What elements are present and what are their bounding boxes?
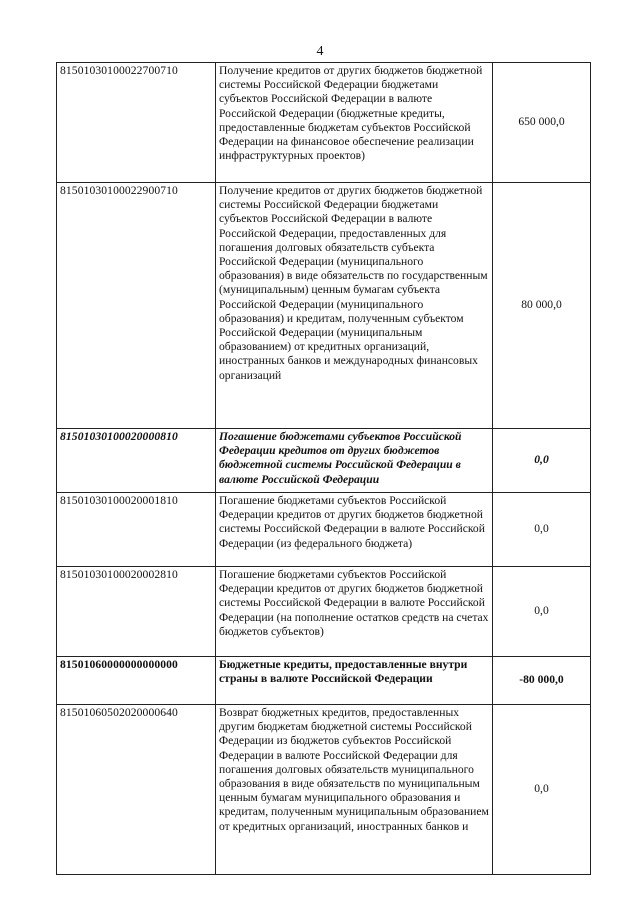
amount-cell: 0,0 — [493, 705, 591, 875]
description-cell: Погашение бюджетами субъектов Российской Федерации кредитов от других бюджетов бюджетной системы Российской Федерации в валюте Российской Федерации (из федерального бюджета) — [216, 493, 493, 567]
description-cell: Погашение бюджетами субъектов Российской Федерации кредитов от других бюджетов бюджетной системы Российской Федерации в валюте Российской Федерации — [216, 429, 493, 493]
budget-code-cell: 81501030100020002810 — [57, 567, 216, 657]
table-row — [57, 183, 591, 429]
amount-cell: 0,0 — [493, 567, 591, 657]
budget-code-cell: 81501060000000000000 — [57, 657, 216, 705]
table-row — [57, 429, 591, 493]
amount-cell: 0,0 — [493, 429, 591, 493]
amount-cell: 80 000,0 — [493, 183, 591, 429]
budget-code-cell: 81501030100020000810 — [57, 429, 216, 493]
table-row — [57, 657, 591, 705]
description-cell: Получение кредитов от других бюджетов бюджетной системы Российской Федерации бюджетами субъектов Российской Федерации в валюте Российской Федерации, предоставленных для погашения долговых обязательств субъекта Российской Федерации (муниципального образования) в виде обязательств по государственным (муниципальным) ценным бумагам субъекта Российской Федерации (муниципального образования) и кредитам, полученным субъектом Российской Федерации (муниципальным образованием) от кредитных организаций, иностранных банков и международных финансовых организаций — [216, 183, 493, 429]
budget-table — [56, 62, 591, 875]
table-row — [57, 705, 591, 875]
table-row — [57, 567, 591, 657]
amount-cell: 650 000,0 — [493, 63, 591, 183]
description-cell: Получение кредитов от других бюджетов бюджетной системы Российской Федерации бюджетами субъектов Российской Федерации в валюте Российской Федерации (бюджетные кредиты, предоставленные бюджетам субъектов Российской Федерации на финансовое обеспечение реализации инфраструктурных проектов) — [216, 63, 493, 183]
amount-cell: -80 000,0 — [493, 657, 591, 705]
amount-cell: 0,0 — [493, 493, 591, 567]
description-cell: Погашение бюджетами субъектов Российской Федерации кредитов от других бюджетов бюджетной системы Российской Федерации в валюте Российской Федерации (на пополнение остатков средств на счетах бюджетов субъектов) — [216, 567, 493, 657]
page-number: 4 — [316, 44, 324, 59]
budget-code-cell: 81501030100022900710 — [57, 183, 216, 429]
budget-code-cell: 81501060502020000640 — [57, 705, 216, 875]
budget-code-cell: 81501030100020001810 — [57, 493, 216, 567]
description-cell: Бюджетные кредиты, предоставленные внутри страны в валюте Российской Федерации — [216, 657, 493, 705]
description-cell: Возврат бюджетных кредитов, предоставленных другим бюджетам бюджетной системы Российской Федерации из бюджетов субъектов Российской Федерации в валюте Российской Федерации для погашения долговых обязательств муниципального образования в виде обязательств по муниципальным ценным бумагам муниципального образования и кредитам, полученным муниципальным образованием от кредитных организаций, иностранных банков и — [216, 705, 493, 875]
table-row — [57, 493, 591, 567]
budget-code-cell: 81501030100022700710 — [57, 63, 216, 183]
table-row — [57, 63, 591, 183]
